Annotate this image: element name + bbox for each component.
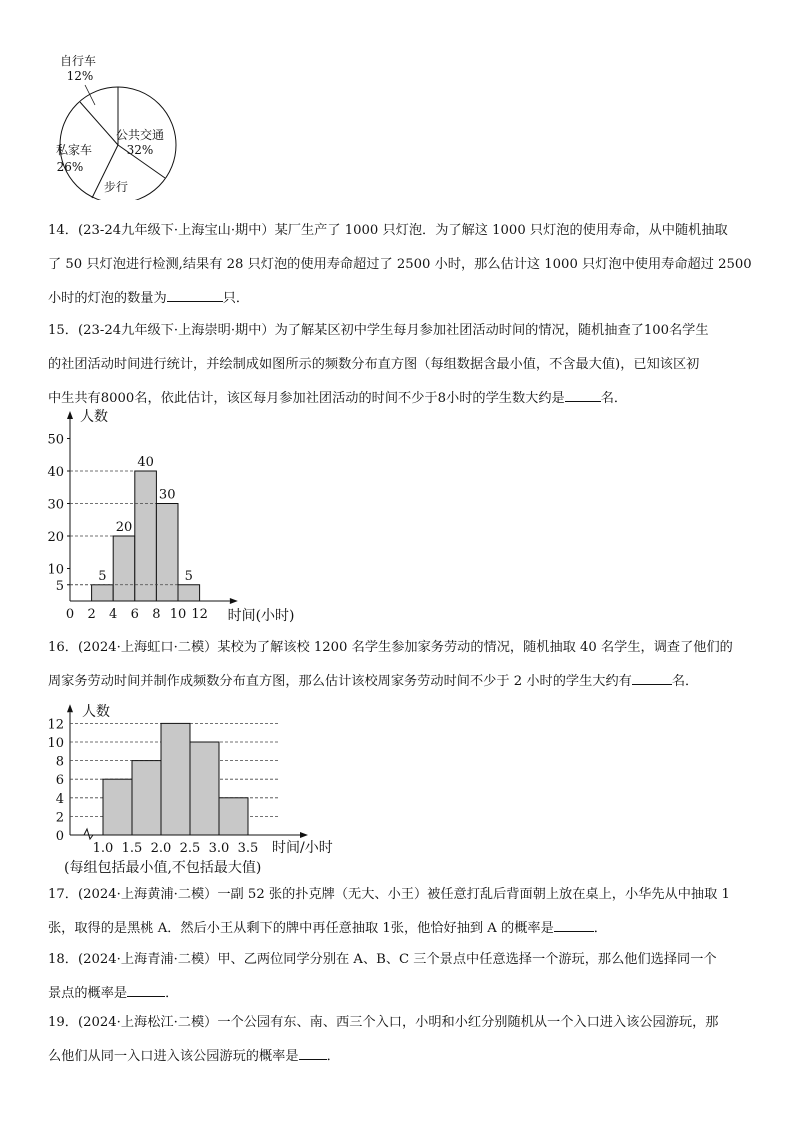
q15-line1: 15．(23-24九年级下·上海崇明·期中）为了解某区初中学生每月参加社团活动时间的情况，随机抽查了100名学生 [48, 323, 709, 338]
histogram-bar [135, 471, 157, 601]
y-tick-label: 10 [47, 736, 64, 751]
x-tick-label: 10 [169, 607, 187, 622]
histogram-bar [190, 742, 219, 835]
pie-pointer-bicycle [85, 85, 95, 105]
q19-answer-blank[interactable] [299, 1045, 327, 1060]
bar-value-label: 5 [98, 568, 107, 584]
q14-line1: 14．(23-24九年级下·上海宝山·期中）某厂生产了 1000 只灯泡．为了解这 1000 只灯泡的使用寿命，从中随机抽取 [48, 223, 728, 238]
origin-label: 0 [55, 829, 64, 844]
q17-line2: 张，取得的是黑桃 A．然后小王从剩下的牌中再任意抽取 1张，他恰好抽到 A 的概率是 ． [48, 912, 754, 946]
x-tick-label: 0 [65, 607, 75, 622]
q19-line2: 么他们从同一入口进入该公园游玩的概率是 ． [48, 1040, 754, 1074]
question-19 [48, 1006, 754, 1074]
x-tick-label: 12 [191, 607, 208, 622]
q14-line2: 了 50 只灯泡进行检测,结果有 28 只灯泡的使用寿命超过了 2500 小时，那么估计这 1000 只灯泡中使用寿命超过 2500 [48, 257, 752, 272]
y-tick-label: 5 [55, 578, 64, 594]
y-axis-label: 人数 [82, 704, 110, 721]
y-tick-label: 50 [47, 432, 64, 448]
histogram-bar [92, 585, 114, 601]
q17-line1: 17．(2024·上海黄浦·二模）一副 52 张的扑克牌（无大、小王）被任意打乱后背面朝上放在桌上，小华先从中抽取 1 [48, 887, 730, 902]
bar-value-label: 30 [158, 487, 176, 503]
histogram-bar [161, 723, 190, 835]
y-tick-label: 2 [55, 810, 64, 826]
q17-answer-blank[interactable] [554, 917, 594, 932]
pie-label-public-name: 公共交通 [115, 128, 165, 142]
y-tick-label: 12 [47, 717, 64, 733]
x-tick-label: 1.0 [92, 841, 114, 856]
histogram-bar [132, 761, 161, 835]
x-axis-arrow [300, 832, 308, 838]
pie-label-bicycle-name: 自行车 [59, 54, 97, 68]
q15-answer-blank[interactable] [565, 387, 601, 402]
x-tick-label: 2.0 [150, 841, 172, 856]
q16-line2: 周家务劳动时间并制作成频数分布直方图，那么估计该校周家务劳动时间不少于 2 小时的学生大约有 名． [48, 665, 754, 699]
x-axis-label: 时间(小时) [227, 608, 295, 624]
question-15 [48, 314, 754, 416]
q16-answer-blank[interactable] [632, 670, 672, 685]
histogram-bar [156, 504, 178, 602]
question-17 [48, 878, 754, 946]
pie-label-car-pct: 26% [56, 160, 84, 174]
x-tick-label: 8 [152, 607, 161, 622]
x-tick-label: 2 [87, 607, 96, 622]
y-tick-label: 20 [47, 530, 64, 545]
pie-divider-bicycle-car [80, 102, 118, 145]
x-tick-label: 4 [109, 607, 118, 622]
y-tick-label: 8 [55, 754, 64, 770]
x-tick-label: 2.5 [179, 841, 201, 856]
q15-line3: 中生共有8000名，依此估计，该区每月参加社团活动的时间不少于8小时的学生数大约是 名． [48, 382, 754, 416]
chart-note: (每组包括最小值,不包括最大值) [64, 860, 262, 876]
histogram-bar [219, 798, 248, 835]
x-tick-label: 3.5 [237, 841, 259, 856]
y-tick-label: 40 [47, 465, 64, 480]
pie-label-public-pct: 32% [126, 143, 154, 157]
x-tick-label: 6 [130, 607, 139, 622]
housework-histogram [40, 692, 360, 882]
y-tick-label: 10 [47, 562, 64, 578]
bar-value-label: 5 [184, 568, 193, 584]
q18-line2: 景点的概率是 ． [48, 977, 754, 1011]
q18-answer-blank[interactable] [127, 982, 165, 997]
club-activity-histogram [40, 405, 310, 630]
histogram-bar [103, 779, 132, 835]
y-tick-label: 30 [47, 497, 64, 513]
question-14 [48, 214, 754, 316]
x-axis-label: 时间/小时 [272, 840, 333, 856]
transport-pie-chart [40, 50, 190, 200]
histogram-bar [113, 536, 135, 601]
pie-label-bicycle-pct: 12% [66, 69, 94, 83]
y-tick-label: 6 [55, 773, 64, 789]
pie-label-walk-name: 步行 [103, 180, 129, 194]
q19-line1: 19．(2024·上海松江·二模）一个公园有东、南、西三个入口，小明和小红分别随机从一个入口进入该公园游玩，那 [48, 1015, 719, 1030]
x-tick-label: 3.0 [208, 841, 230, 856]
bar-value-label: 20 [115, 520, 133, 535]
q15-line2: 的社团活动时间进行统计，并绘制成如图所示的频数分布直方图（每组数据含最小值，不含最大值)，已知该区初 [48, 357, 700, 372]
x-axis-arrow [230, 598, 238, 604]
q18-line1: 18．(2024·上海青浦·二模）甲、乙两位同学分别在 A、B、C 三个景点中任意选择一个游玩，那么他们选择同一个 [48, 952, 717, 967]
x-tick-label: 1.5 [121, 841, 143, 856]
y-axis-arrow [67, 411, 73, 419]
y-axis-arrow [67, 704, 73, 712]
question-16 [48, 631, 754, 699]
y-tick-label: 4 [55, 791, 64, 807]
axis-break [84, 829, 93, 839]
pie-label-car-name: 私家车 [55, 143, 93, 157]
q16-line1: 16．(2024·上海虹口·二模）某校为了解该校 1200 名学生参加家务劳动的情况，随机抽取 40 名学生，调查了他们的 [48, 640, 733, 655]
y-axis-label: 人数 [80, 409, 108, 425]
question-18 [48, 943, 754, 1011]
bar-value-label: 40 [137, 455, 154, 470]
q14-answer-blank[interactable] [167, 287, 223, 302]
histogram-bar [178, 585, 200, 601]
q14-line3: 小时的灯泡的数量为 只． [48, 282, 754, 316]
